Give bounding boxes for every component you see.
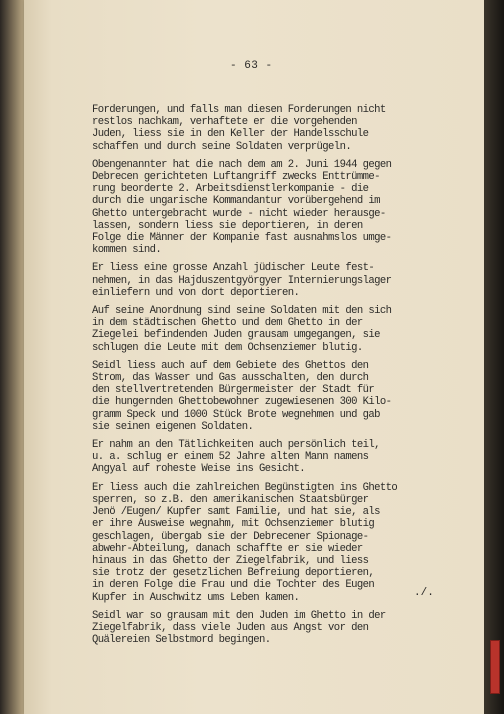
- text-line: Ziegelfabrik, dass viele Juden aus Angst vor den: [92, 621, 369, 634]
- paragraph: [92, 104, 438, 153]
- text-line: Jenö /Eugen/ Kupfer samt Familie, und hat sie, als: [92, 506, 380, 519]
- text-line: u. a. schlug er einem 52 Jahre alten Mann namens: [92, 451, 369, 464]
- text-line: Ziegelei befindenden Juden grausam umgegangen, sie: [92, 329, 380, 342]
- text-line: in deren Folge die Frau und die Tochter des Eugen: [92, 579, 375, 592]
- paragraph: [92, 360, 438, 433]
- paragraph: [92, 482, 438, 604]
- text-line: sie trotz der gesetzlichen Befreiung deportieren,: [92, 567, 375, 580]
- text-line: abwehr-Abteilung, danach schaffte er sie wieder: [92, 542, 363, 555]
- text-line: Auf seine Anordnung sind seine Soldaten mit den sich: [92, 305, 392, 318]
- text-line: sie seinen eigenen Soldaten.: [92, 420, 254, 433]
- text-line: rung beorderte 2. Arbeitsdienstlerkompanie - die: [92, 183, 369, 196]
- bookmark-tab: [490, 640, 500, 694]
- text-line: Seidl liess auch auf dem Gebiete des Ghettos den: [92, 359, 369, 372]
- text-line: Forderungen, und falls man diesen Forderungen nicht: [92, 104, 386, 116]
- text-line: Seidl war so grausam mit den Juden im Ghetto in der: [92, 609, 386, 622]
- text-line: einliefern und von dort deportieren.: [92, 286, 300, 299]
- text-line: Obengenannter hat die nach dem am 2. Juni 1944 gegen: [92, 158, 392, 171]
- text-line: Ghetto untergebracht wurde - nicht wieder herausge-: [92, 207, 386, 220]
- text-line: den stellvertretenden Bürgermeister der Stadt für: [92, 384, 375, 397]
- text-line: kommen sind.: [92, 244, 162, 257]
- text-line: Angyal auf roheste Weise ins Gesicht.: [92, 463, 306, 476]
- text-line: durch die ungarische Kommandantur vorübergehend im: [92, 195, 380, 208]
- text-line: nehmen, in das Hajduszentgyörgyer Internierungslager: [92, 274, 392, 287]
- paragraph: [92, 262, 438, 299]
- paragraph: [92, 159, 438, 257]
- text-line: Folge die Männer der Kompanie fast ausnahmslos umge-: [92, 232, 392, 245]
- text-line: hinaus in das Ghetto der Ziegelfabrik, und liess: [92, 554, 369, 567]
- paragraph: [92, 610, 438, 647]
- text-line: gramm Speck und 1000 Stück Brote wegnehmen und gab: [92, 408, 380, 421]
- text-line: schaffen und durch seine Soldaten verprügeln.: [92, 140, 352, 153]
- text-line: Debrecen gerichteten Luftangriff zwecks Enttrümme-: [92, 171, 380, 184]
- text-line: sperren, so z.B. den amerikanischen Staatsbürger: [92, 493, 369, 506]
- page-edge-shadow: [484, 0, 504, 714]
- text-line: Juden, liess sie in den Keller der Handelsschule: [92, 128, 369, 141]
- paragraph: [92, 305, 438, 354]
- text-line: Strom, das Wasser und Gas ausschalten, den durch: [92, 372, 369, 385]
- text-line: in dem städtischen Ghetto und dem Ghetto in der: [92, 317, 363, 330]
- text-line: restlos nachkam, verhaftete er die vorgehenden: [92, 116, 357, 129]
- text-line: Er liess auch die zahlreichen Begünstigten ins Ghetto: [92, 481, 398, 494]
- text-line: Er nahm an den Tätlichkeiten auch persönlich teil,: [92, 439, 380, 452]
- text-line: Quälereien Selbstmord begingen.: [92, 634, 271, 647]
- text-line: Er liess eine grosse Anzahl jüdischer Leute fest-: [92, 262, 375, 275]
- document-body: [92, 104, 438, 652]
- text-line: lassen, sondern liess sie deportieren, in deren: [92, 219, 363, 232]
- paragraph: [92, 439, 438, 476]
- continuation-mark: ./.: [414, 587, 434, 599]
- text-line: die hungernden Ghettobewohner zugewiesenen 300 Kilo-: [92, 396, 392, 409]
- page-number: - 63 -: [230, 60, 273, 72]
- text-line: er ihre Ausweise wegnahm, mit Ochsenziemer blutig: [92, 518, 375, 531]
- text-line: geschlagen, übergab sie der Debrecener Spionage-: [92, 530, 369, 543]
- text-line: Kupfer in Auschwitz ums Leben kamen.: [92, 591, 300, 604]
- text-line: schlugen die Leute mit dem Ochsenziemer blutig.: [92, 341, 363, 354]
